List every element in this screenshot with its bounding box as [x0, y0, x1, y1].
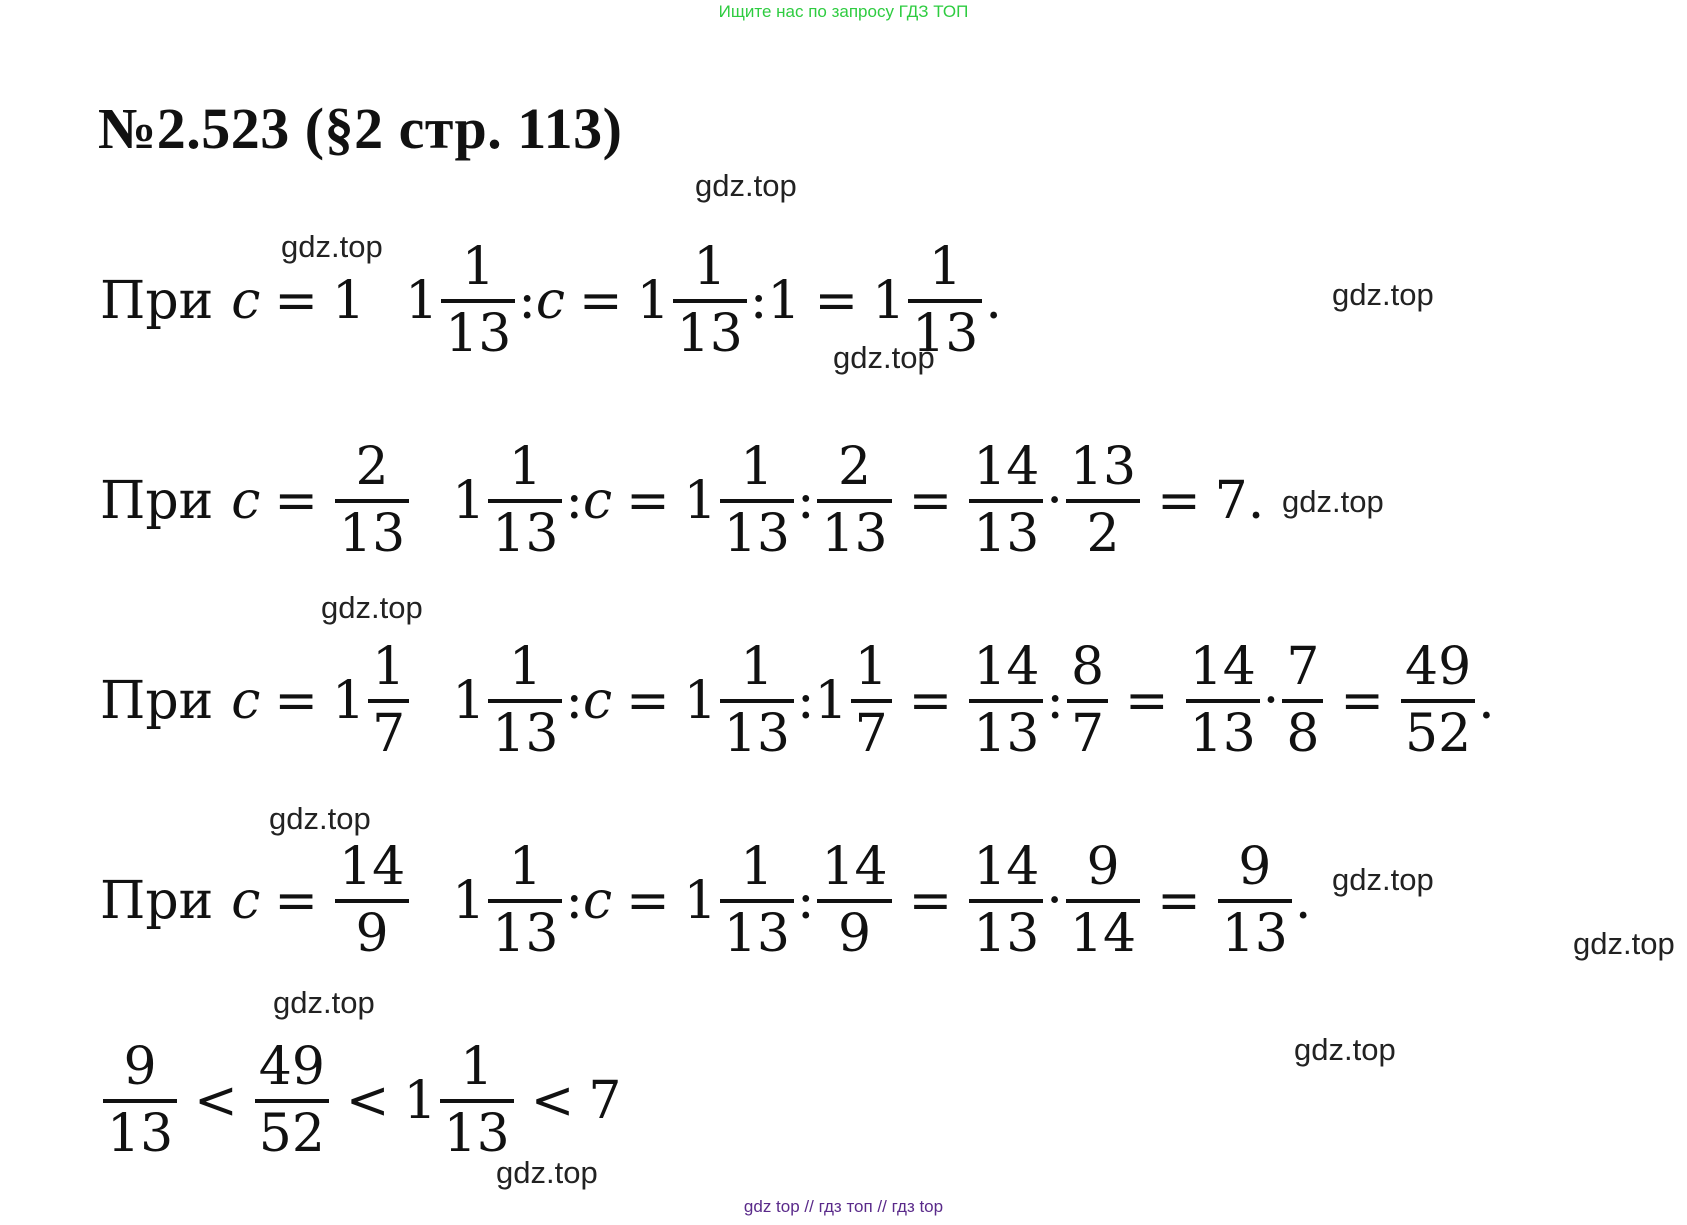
result: 7. — [1214, 470, 1265, 531]
top-banner: Ищите нас по запросу ГДЗ ТОП — [718, 2, 969, 21]
numerator: 49 — [1405, 637, 1472, 697]
numerator: 1 — [460, 1037, 494, 1097]
fraction — [817, 437, 891, 564]
variable-c: c — [582, 670, 613, 731]
divide-sign: : — [1046, 670, 1064, 731]
divide-sign: : — [796, 670, 815, 731]
problem-title: №2.523 (§2 стр. 113) — [98, 96, 623, 161]
fraction-bar — [673, 299, 747, 303]
fraction-bar — [368, 699, 409, 703]
denominator: 9 — [355, 903, 389, 964]
fraction-bar — [440, 1099, 514, 1103]
fraction-bar — [1218, 899, 1292, 903]
watermark: gdz.top — [1332, 862, 1434, 897]
fraction — [673, 237, 747, 364]
equals-sign: = — [1157, 470, 1201, 531]
fraction-bar — [1186, 699, 1260, 703]
mixed-whole: 1 — [683, 470, 717, 531]
equation-line-4 — [100, 837, 1312, 964]
watermark: gdz.top — [1294, 1032, 1396, 1067]
denominator: 13 — [723, 903, 790, 964]
watermark: gdz.top — [833, 340, 935, 375]
numerator: 9 — [1238, 837, 1272, 897]
mixed-whole: 1 — [872, 270, 906, 331]
fraction-bar — [255, 1099, 329, 1103]
fraction-bar — [1066, 499, 1140, 503]
divide-sign: : — [796, 870, 815, 931]
denominator: 13 — [973, 903, 1040, 964]
variable-c: c — [582, 870, 613, 931]
fraction — [1218, 837, 1292, 964]
numerator: 14 — [973, 837, 1040, 897]
mixed-whole: 1 — [452, 870, 486, 931]
numerator: 7 — [1286, 637, 1320, 697]
denominator: 7 — [372, 703, 406, 764]
fraction-bar — [488, 499, 562, 503]
equals-sign: = — [814, 270, 859, 331]
c-value: 1 — [332, 270, 366, 331]
watermark: gdz.top — [269, 801, 371, 836]
watermark: gdz.top — [695, 168, 797, 203]
variable-c: c — [231, 470, 261, 531]
numerator: 49 — [258, 1037, 325, 1097]
denominator: 13 — [339, 503, 406, 564]
equals-sign: = — [274, 270, 318, 331]
fraction — [720, 837, 794, 964]
fraction-bar — [851, 699, 892, 703]
less-than-sign: < — [530, 1070, 575, 1131]
numerator: 14 — [973, 637, 1040, 697]
integer-value: 7 — [588, 1070, 622, 1131]
watermark: gdz.top — [496, 1155, 598, 1190]
numerator: 2 — [838, 437, 872, 497]
denominator: 13 — [492, 903, 559, 964]
fraction — [908, 237, 982, 364]
variable-c: c — [582, 470, 613, 531]
mixed-whole: 1 — [405, 270, 439, 331]
numerator: 1 — [372, 637, 406, 697]
mixed-whole: 1 — [636, 270, 670, 331]
denominator: 13 — [443, 1103, 510, 1164]
equation-line-1 — [100, 237, 1002, 364]
fraction — [1401, 637, 1475, 764]
equals-sign: = — [1157, 870, 1201, 931]
numerator: 1 — [854, 637, 888, 697]
word-pri: При — [100, 270, 214, 331]
multiply-sign: · — [1262, 670, 1280, 731]
watermark: gdz.top — [281, 229, 383, 264]
fraction-bar — [969, 899, 1043, 903]
denominator: 13 — [1189, 703, 1256, 764]
denominator: 13 — [723, 703, 790, 764]
less-than-sign: < — [194, 1070, 238, 1131]
numerator: 14 — [973, 437, 1040, 497]
word-pri: При — [100, 470, 214, 531]
numerator: 1 — [508, 437, 542, 497]
equals-sign: = — [626, 870, 670, 931]
denominator: 14 — [1069, 903, 1137, 964]
denominator: 9 — [838, 903, 872, 964]
denominator: 13 — [107, 1103, 174, 1164]
fraction — [488, 437, 562, 564]
fraction — [1066, 837, 1140, 964]
word-pri: При — [100, 670, 214, 731]
variable-c: c — [231, 670, 261, 731]
fraction — [851, 637, 892, 764]
fraction-bar — [720, 499, 794, 503]
numerator: 13 — [1069, 437, 1137, 497]
denominator: 13 — [445, 303, 512, 364]
divide-sign: : — [565, 670, 583, 731]
divide-sign: : — [565, 470, 583, 531]
fraction — [720, 437, 794, 564]
mixed-whole: 1 — [814, 670, 848, 731]
fraction — [335, 837, 409, 964]
equals-sign: = — [274, 870, 318, 931]
equation-line-3 — [100, 637, 1495, 764]
fraction-bar — [720, 699, 794, 703]
mixed-whole: 1 — [452, 670, 486, 731]
variable-c: c — [535, 270, 566, 331]
numerator: 9 — [1086, 837, 1120, 897]
watermark: gdz.top — [1282, 484, 1384, 519]
denominator: 8 — [1286, 703, 1320, 764]
denominator: 13 — [821, 503, 888, 564]
fraction — [488, 837, 562, 964]
fraction-bar — [103, 1099, 177, 1103]
equals-sign: = — [1125, 670, 1169, 731]
mixed-whole: 1 — [452, 470, 486, 531]
fraction — [1186, 637, 1260, 764]
mixed-whole: 1 — [683, 670, 717, 731]
equals-sign: = — [908, 470, 953, 531]
numerator: 1 — [508, 837, 542, 897]
period: . — [985, 270, 1002, 331]
numerator: 1 — [740, 637, 774, 697]
fraction — [488, 637, 562, 764]
fraction — [969, 837, 1043, 964]
fraction — [817, 837, 891, 964]
variable-c: c — [231, 870, 261, 931]
denominator: 13 — [676, 303, 743, 364]
numerator: 2 — [355, 437, 389, 497]
numerator: 1 — [508, 637, 542, 697]
mixed-whole: 1 — [403, 1070, 437, 1131]
fraction-bar — [1066, 899, 1140, 903]
watermark: gdz.top — [1332, 277, 1434, 312]
fraction-bar — [335, 499, 409, 503]
fraction — [440, 1037, 514, 1164]
denominator: 13 — [492, 503, 559, 564]
numerator: 1 — [461, 237, 495, 297]
fraction-bar — [1282, 699, 1323, 703]
fraction — [969, 637, 1043, 764]
equals-sign: = — [274, 670, 318, 731]
numerator: 1 — [740, 837, 774, 897]
denominator: 13 — [723, 503, 790, 564]
equals-sign: = — [908, 670, 953, 731]
equals-sign: = — [274, 470, 318, 531]
fraction-bar — [335, 899, 409, 903]
fraction-bar — [817, 499, 891, 503]
equals-sign: = — [626, 470, 670, 531]
fraction-bar — [969, 699, 1043, 703]
denominator: 13 — [1221, 903, 1288, 964]
equals-sign: = — [1340, 670, 1384, 731]
fraction — [441, 237, 515, 364]
equals-sign: = — [908, 870, 953, 931]
watermark: gdz.top — [273, 985, 375, 1020]
variable-c: c — [231, 270, 261, 331]
divide-sign: : — [749, 270, 768, 331]
fraction-bar — [488, 699, 562, 703]
denominator: 52 — [1405, 703, 1472, 764]
less-than-sign: < — [345, 1070, 390, 1131]
word-pri: При — [100, 870, 214, 931]
equals-sign: = — [579, 270, 623, 331]
fraction-bar — [969, 499, 1043, 503]
numerator: 9 — [123, 1037, 157, 1097]
mixed-whole: 1 — [332, 670, 366, 731]
denominator: 13 — [973, 503, 1040, 564]
denominator: 7 — [1070, 703, 1105, 764]
multiply-sign: · — [1046, 470, 1063, 531]
fraction — [368, 637, 409, 764]
denominator: 13 — [973, 703, 1040, 764]
fraction — [255, 1037, 329, 1164]
fraction-bar — [720, 899, 794, 903]
comparison-line — [100, 1037, 622, 1164]
equation-line-2 — [100, 437, 1265, 564]
fraction — [103, 1037, 177, 1164]
numerator: 1 — [928, 237, 962, 297]
fraction-bar — [1401, 699, 1475, 703]
denominator: 7 — [854, 703, 888, 764]
fraction-bar — [1067, 699, 1108, 703]
numerator: 14 — [1189, 637, 1256, 697]
denominator: 52 — [258, 1103, 325, 1164]
fraction-bar — [817, 899, 891, 903]
fraction — [335, 437, 409, 564]
fraction — [1282, 637, 1323, 764]
fraction — [720, 637, 794, 764]
watermark: gdz.top — [1573, 926, 1675, 961]
watermark: gdz.top — [321, 590, 423, 625]
denominator: 2 — [1086, 503, 1120, 564]
period: . — [1478, 670, 1495, 731]
period: . — [1294, 870, 1312, 931]
equals-sign: = — [626, 670, 670, 731]
numerator: 14 — [821, 837, 888, 897]
divide-sign: : — [518, 270, 536, 331]
multiply-sign: · — [1046, 870, 1063, 931]
numerator: 8 — [1070, 637, 1105, 697]
fraction — [1066, 437, 1140, 564]
fraction-bar — [488, 899, 562, 903]
denominator: 13 — [912, 303, 979, 364]
denominator: 13 — [492, 703, 559, 764]
numerator: 1 — [740, 437, 774, 497]
numerator: 14 — [339, 837, 406, 897]
divisor: 1 — [767, 270, 801, 331]
divide-sign: : — [796, 470, 815, 531]
numerator: 1 — [693, 237, 727, 297]
fraction — [1067, 637, 1108, 764]
fraction — [969, 437, 1043, 564]
fraction-bar — [908, 299, 982, 303]
divide-sign: : — [565, 870, 583, 931]
fraction-bar — [441, 299, 515, 303]
footer-links: gdz top // гдз топ // гдз top — [743, 1197, 944, 1216]
mixed-whole: 1 — [683, 870, 717, 931]
